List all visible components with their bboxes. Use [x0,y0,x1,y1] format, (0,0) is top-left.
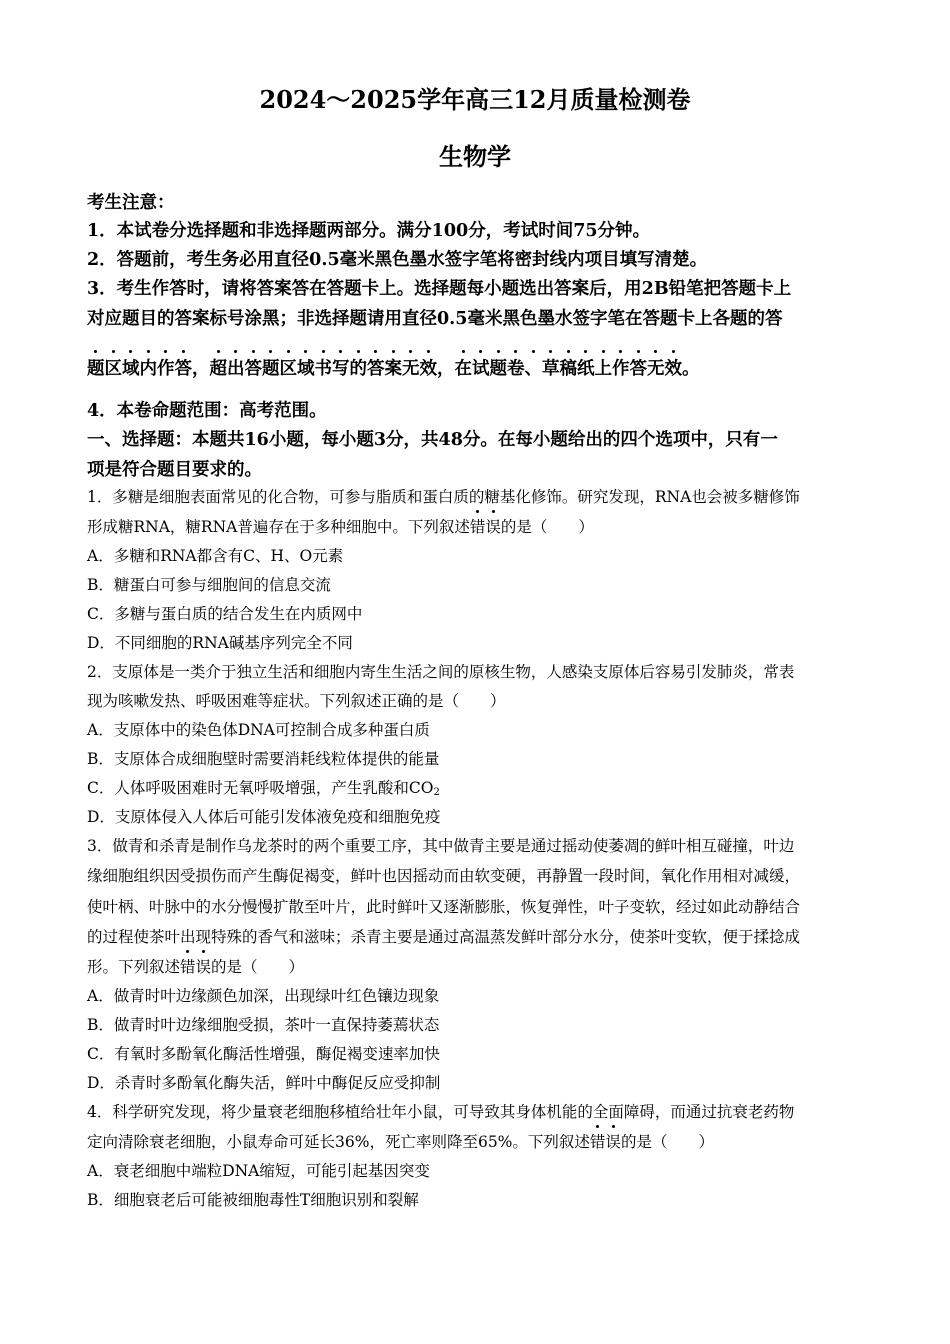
q3-stem-line-3: 使叶柄、叶脉中的水分慢慢扩散至叶片，此时鲜叶又逐渐膨胀，恢复弹性，叶子变软，经过如此动静结合 [87,898,801,916]
notice-item-4: 4．本卷命题范围：高考范围。 [87,401,327,421]
q3-option-c: C．有氧时多酚氧化酶活性增强，酶促褐变速率加快 [87,1045,440,1063]
q1-option-a: A．多糖和RNA都含有C、H、O元素 [87,547,344,565]
q2-option-c: C．人体呼吸困难时无氧呼吸增强，产生乳酸和$CO_2$ [87,779,440,798]
exam-title: 2024～2025学年高三12月质量检测卷 [259,85,691,114]
notice-item-3-line-1: 3．考生作答时，请将答案答在答题卡上。选择题每小题选出答案后，用2B铅笔把答题卡上 [87,279,792,299]
section-heading-line-1: 一、选择题：本题共16小题，每小题3分，共48分。在每小题给出的四个选项中，只有一 [87,430,778,450]
q3-option-d: D．杀青时多酚氧化酶失活，鲜叶中酶促反应受抑制 [87,1074,441,1092]
q1-stem-line-2: 形成糖RNA，糖RNA普遍存在于多种细胞中。下列叙述错误的是（ ） [87,515,594,537]
q1-stem-line-1: 1．多糖是细胞表面常见的化合物，可参与脂质和蛋白质的糖基化修饰。研究发现，RNA也会被多糖修饰 [87,488,800,506]
q2-stem-line-1: 2．支原体是一类介于独立生活和细胞内寄生生活之间的原核生物，人感染支原体后容易引发肺炎，常表 [87,663,795,681]
q4-stem-line-2: 定向清除衰老细胞，小鼠寿命可延长36%，死亡率则降至65%。下列叙述错误的是（ ） [87,1130,714,1152]
q3-stem-line-1: 3．做青和杀青是制作乌龙茶时的两个重要工序，其中做青主要是通过摇动使萎凋的鲜叶相互碰撞，叶边 [87,837,795,855]
q1-option-d: D．不同细胞的RNA碱基序列完全不同 [87,634,353,652]
emphasis-text: 错误 [590,1133,621,1151]
q3-stem-line-2: 缘细胞组织因受损伤而产生酶促褐变，鲜叶也因摇动而由软变硬，再静置一段时间，氧化作用相对减缓， [87,867,801,885]
q3-option-b: B．做青时叶边缘细胞受损，茶叶一直保持萎蔫状态 [87,1016,440,1034]
q2-option-d: D．支原体侵入人体后可能引发体液免疫和细胞免疫 [87,808,441,826]
q3-stem-line-5: 形。下列叙述错误的是（ ） [87,955,304,977]
q3-stem-line-4: 的过程使茶叶出现特殊的香气和滋味；杀青主要是通过高温蒸发鲜叶部分水分，使茶叶变软，便于揉捻成 [87,928,801,946]
emphasis-text: 超出答题区域书写的答案无效 [210,359,438,379]
q4-stem-line-1: 4．科学研究发现，将少量衰老细胞移植给壮年小鼠，可导致其身体机能的全面障碍，而通过抗衰老药物 [87,1103,795,1121]
emphasis-text: 错误 [180,958,211,976]
q2-option-b: B．支原体合成细胞壁时需要消耗线粒体提供的能量 [87,750,440,768]
notice-heading: 考生注意： [87,193,175,213]
q3-option-a: A．做青时叶边缘颜色加深，出现绿叶红色镶边现象 [87,987,440,1005]
q2-stem-line-2: 现为咳嗽发热、呼吸困难等症状。下列叙述正确的是（ ） [87,692,506,710]
notice-item-1: 1．本试卷分选择题和非选择题两部分。满分100分，考试时间75分钟。 [87,221,651,241]
q2-option-a: A．支原体中的染色体DNA可控制合成多种蛋白质 [87,721,430,739]
emphasis-text: 在试题卷、草稿纸上作答无效 [455,359,683,379]
q1-option-c: C．多糖与蛋白质的结合发生在内质网中 [87,605,363,623]
subject-title: 生物学 [439,142,511,171]
notice-item-3-line-2: 对应题目的答案标号涂黑；非选择题请用直径0.5毫米黑色墨水签字笔在答题卡上各题的答 [87,309,783,329]
emphasis-text: 题区域内作答 [87,359,192,379]
emphasis-text: 错误 [470,518,501,536]
notice-item-3-line-3: 题区域内作答，超出答题区域书写的答案无效，在试题卷、草稿纸上作答无效。 [87,355,700,380]
q4-option-a: A．衰老细胞中端粒DNA缩短，可能引起基因突变 [87,1162,430,1180]
section-heading-line-2: 项是符合题目要求的。 [87,460,262,480]
q4-option-b: B．细胞衰老后可能被细胞毒性T细胞识别和裂解 [87,1191,419,1209]
notice-item-2: 2．答题前，考生务必用直径0.5毫米黑色墨水签字笔将密封线内项目填写清楚。 [87,250,708,270]
q1-option-b: B．糖蛋白可参与细胞间的信息交流 [87,576,331,594]
